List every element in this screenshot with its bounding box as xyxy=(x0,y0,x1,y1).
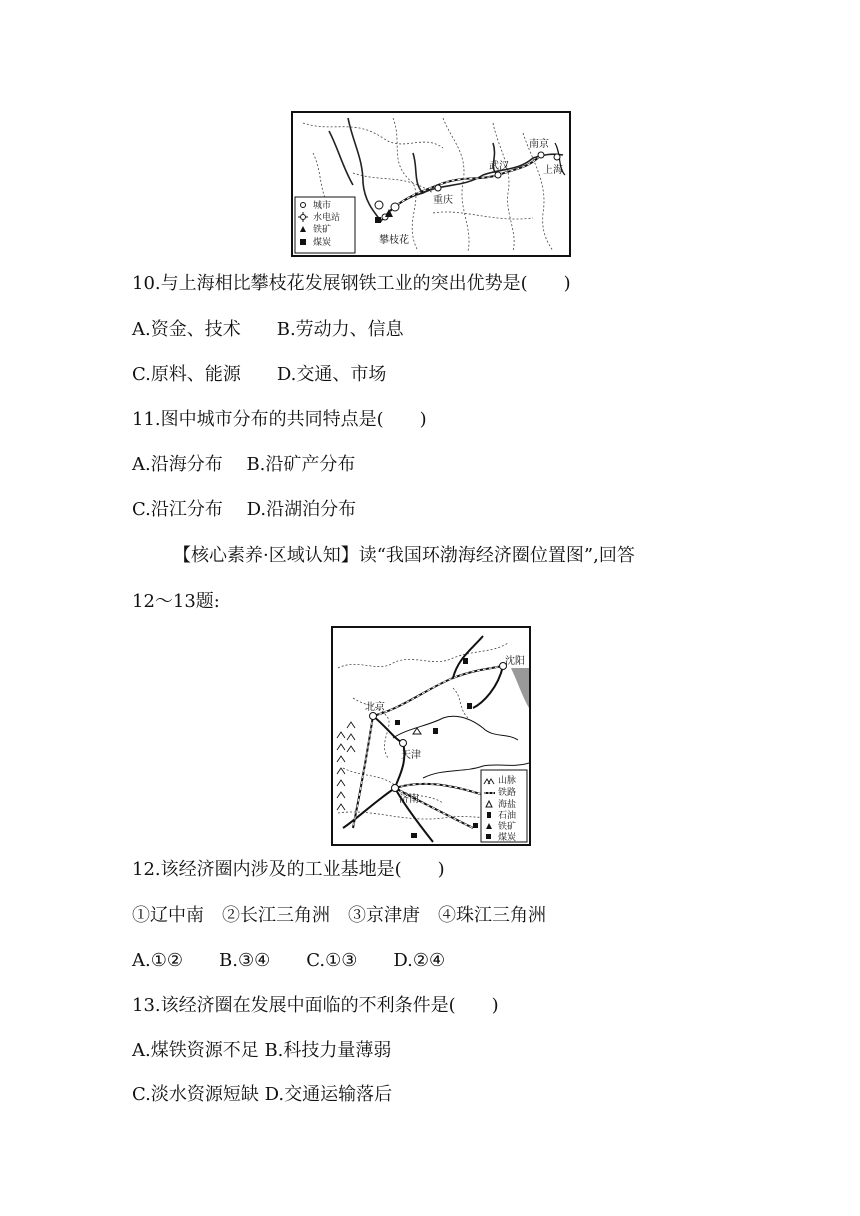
q10-stem: 10.与上海相比攀枝花发展钢铁工业的突出优势是( ) xyxy=(132,273,571,294)
city-tianjin: 天津 xyxy=(401,750,421,761)
legend-coal: 煤炭 xyxy=(313,238,332,248)
intro-line1: 【核心素养·区域认知】读“我国环渤海经济圈位置图”,回答 xyxy=(173,545,635,566)
q13-options-row2: C.淡水资源短缺 D.交通运输落后 xyxy=(132,1084,393,1105)
q12-answers: A.①② B.③④ C.①③ D.②④ xyxy=(132,950,446,971)
q10-options-row2: C.原料、能源 D.交通、市场 xyxy=(132,364,387,385)
q12-statements: ①辽中南 ②长江三角洲 ③京津唐 ④珠江三角洲 xyxy=(132,905,546,926)
yangtze-map xyxy=(291,111,571,257)
q13-stem: 13.该经济圈在发展中面临的不利条件是( ) xyxy=(132,995,499,1016)
city-nanjing: 南京 xyxy=(529,139,549,150)
legend-mountains: 山脉 xyxy=(498,776,517,786)
bohai-map xyxy=(331,626,531,846)
city-panzhihua: 攀枝花 xyxy=(379,235,409,246)
city-jinan: 济南 xyxy=(399,794,419,805)
legend-iron-ore: 铁矿 xyxy=(498,822,517,832)
legend-sea-salt: 海盐 xyxy=(498,800,517,810)
city-shanghai: 上海 xyxy=(543,165,563,176)
legend-city: 城市 xyxy=(313,201,332,211)
q11-options-row2: C.沿江分布 D.沿湖泊分布 xyxy=(132,499,357,520)
legend-oil: 石油 xyxy=(498,811,517,821)
legend-coal: 煤炭 xyxy=(498,833,517,843)
legend-hydropower: 水电站 xyxy=(313,213,341,223)
legend-iron-ore: 铁矿 xyxy=(313,225,332,235)
legend-railway: 铁路 xyxy=(498,788,517,798)
intro-line2: 12～13题: xyxy=(132,591,220,612)
city-wuhan: 武汉 xyxy=(489,161,509,172)
q11-stem: 11.图中城市分布的共同特点是( ) xyxy=(132,409,427,430)
q13-options-row1: A.煤铁资源不足 B.科技力量薄弱 xyxy=(132,1040,392,1061)
city-chongqing: 重庆 xyxy=(433,195,453,206)
city-shenyang: 沈阳 xyxy=(505,656,525,667)
q11-options-row1: A.沿海分布 B.沿矿产分布 xyxy=(132,454,356,475)
city-beijing: 北京 xyxy=(365,702,385,713)
q10-options-row1: A.资金、技术 B.劳动力、信息 xyxy=(132,319,404,340)
q12-stem: 12.该经济圈内涉及的工业基地是( ) xyxy=(132,859,445,880)
